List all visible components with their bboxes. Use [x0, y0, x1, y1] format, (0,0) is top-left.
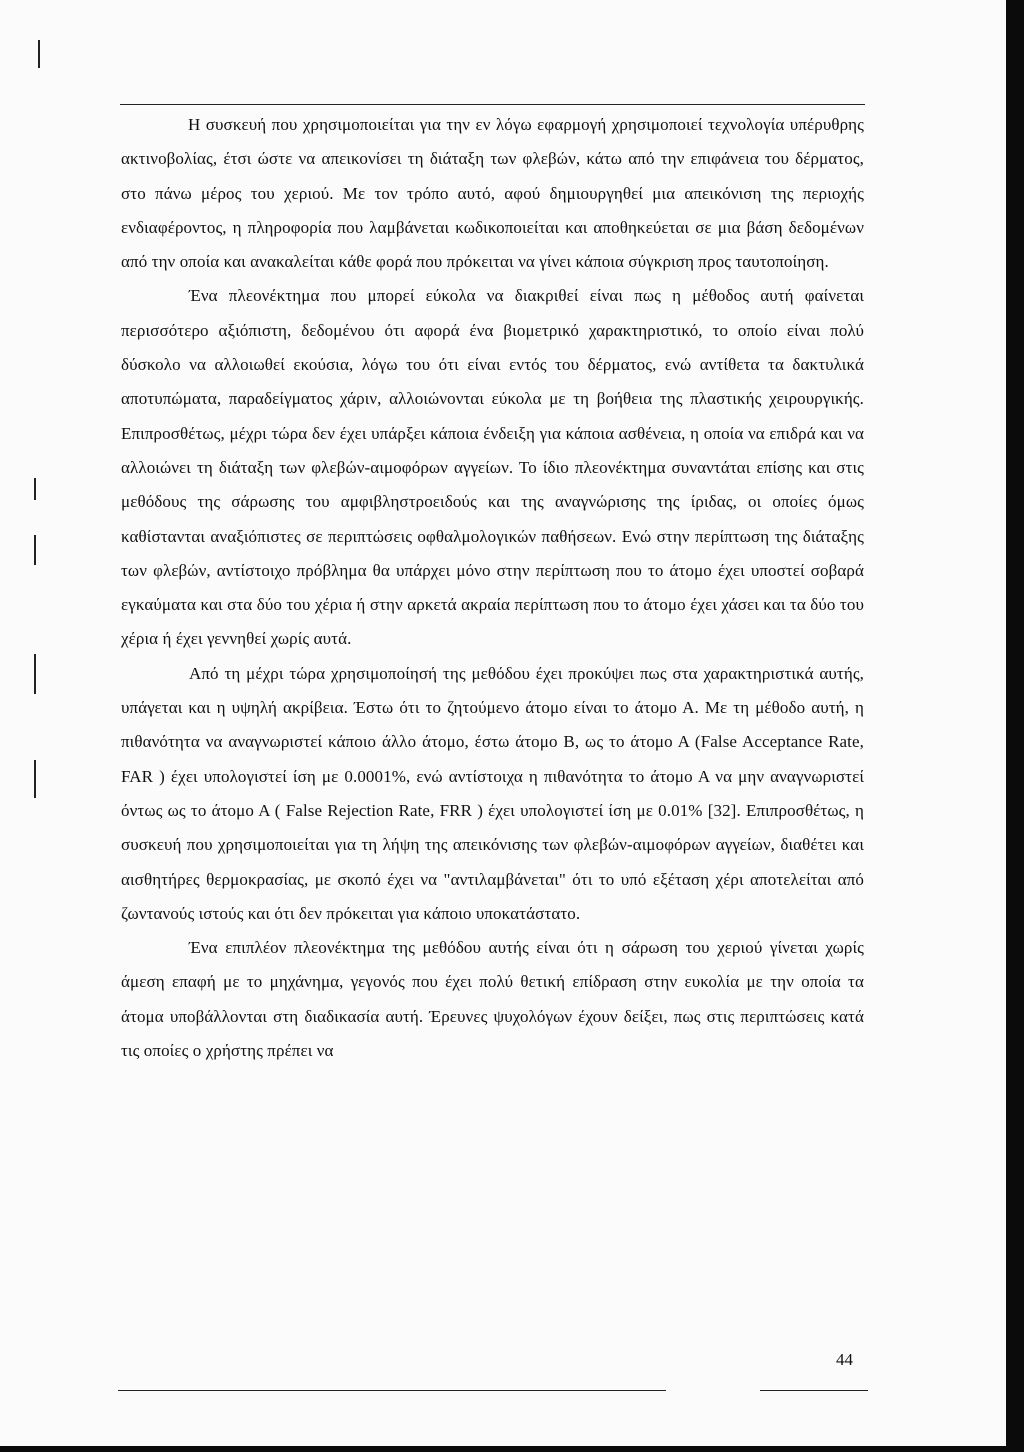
scan-edge [0, 1446, 1024, 1452]
paragraph: Ένα επιπλέον πλεονέκτημα της μεθόδου αυτής είναι ότι η σάρωση του χεριού γίνεται χωρίς άμεση επαφή με το μηχάνημα, γεγονός που έχει πολύ θετική επίδραση στην ευκολία με την οποία τα άτομα υποβάλλονται στη διαδικασία αυτή. Έρευνες ψυχολόγων έχουν δείξει, πως στις περιπτώσεις κατά τις οποίες ο χρήστης πρέπει να [121, 938, 864, 1061]
scan-margin-mark [34, 654, 36, 694]
scan-margin-mark [34, 760, 36, 798]
footer-rule [118, 1390, 666, 1391]
scan-margin-mark [34, 535, 36, 565]
scan-margin-mark [34, 478, 36, 500]
paragraph: Ένα πλεονέκτημα που μπορεί εύκολα να διακριθεί είναι πως η μέθοδος αυτή φαίνεται περισσότερο αξιόπιστη, δεδομένου ότι αφορά ένα βιομετρικό χαρακτηριστικό, το οποίο είναι πολύ δύσκολο να αλλοιωθεί εκούσια, λόγω του ότι είναι εντός του δέρματος, ενώ αντίθετα τα δακτυλικά αποτυπώματα, παραδείγματος χάριν, αλλοιώνονται εύκολα με τη βοήθεια της πλαστικής χειρουργικής. Επιπροσθέτως, μέχρι τώρα δεν έχει υπάρξει κάποια ένδειξη για κάποια ασθένεια, η οποία να επιδρά και να αλλοιώνει τη διάταξη των φλεβών-αιμοφόρων αγγείων. Το ίδιο πλεονέκτημα συναντάται επίσης και στις μεθόδους της σάρωσης του αμφιβληστροειδούς και της αναγνώρισης της ίριδας, οι οποίες όμως καθίστανται αναξιόπιστες σε περιπτώσεις οφθαλμολογικών παθήσεων. Ενώ στην περίπτωση της διάταξης των φλεβών, αντίστοιχο πρόβλημα θα υπάρχει μόνο στην περίπτωση που το άτομο έχει υποστεί σοβαρά εγκαύματα και στα δύο του χέρια ή στην αρκετά ακραία περίπτωση που το άτομο έχει χάσει και τα δύο του χέρια ή έχει γεννηθεί χωρίς αυτά. [121, 286, 864, 649]
body-text [121, 108, 864, 1068]
paragraph: Η συσκευή που χρησιμοποιείται για την εν λόγω εφαρμογή χρησιμοποιεί τεχνολογία υπέρυθρης ακτινοβολίας, έτσι ώστε να απεικονίσει τη διάταξη των φλεβών, κάτω από την επιφάνεια του δέρματος, στο πάνω μέρος του χεριού. Με τον τρόπο αυτό, αφού δημιουργηθεί μια απεικόνιση της περιοχής ενδιαφέροντος, η πληροφορία που λαμβάνεται κωδικοποιείται και αποθηκεύεται σε μια βάση δεδομένων από την οποία και ανακαλείται κάθε φορά που πρόκειται να γίνει κάποια σύγκριση προς ταυτοποίηση. [121, 115, 864, 272]
footer-rule [760, 1390, 868, 1391]
scan-margin-mark [38, 40, 40, 68]
paragraph: Από τη μέχρι τώρα χρησιμοποίησή της μεθόδου έχει προκύψει πως στα χαρακτηριστικά αυτής, υπάγεται και η υψηλή ακρίβεια. Έστω ότι το ζητούμενο άτομο είναι το άτομο Α. Με τη μέθοδο αυτή, η πιθανότητα να αναγνωριστεί κάποιο άλλο άτομο, έστω άτομο Β, ως το άτομο Α (False Acceptance Rate, FAR ) έχει υπολογιστεί ίση με 0.0001%, ενώ αντίστοιχα η πιθανότητα το άτομο Α να μην αναγνωριστεί όντως ως το άτομο Α ( False Rejection Rate, FRR ) έχει υπολογιστεί ίση με 0.01% [32]. Επιπροσθέτως, η συσκευή που χρησιμοποιείται για τη λήψη της απεικόνισης των φλεβών-αιμοφόρων αγγείων, διαθέτει και αισθητήρες θερμοκρασίας, με σκοπό έχει να "αντιλαμβάνεται" ότι το υπό εξέταση χέρι αποτελείται από ζωντανούς ιστούς και ότι δεν πρόκειται για κάποιο υποκατάστατο. [121, 663, 864, 923]
header-rule [120, 104, 865, 105]
page-number: 44 [836, 1350, 853, 1369]
scan-edge [1006, 0, 1024, 1452]
